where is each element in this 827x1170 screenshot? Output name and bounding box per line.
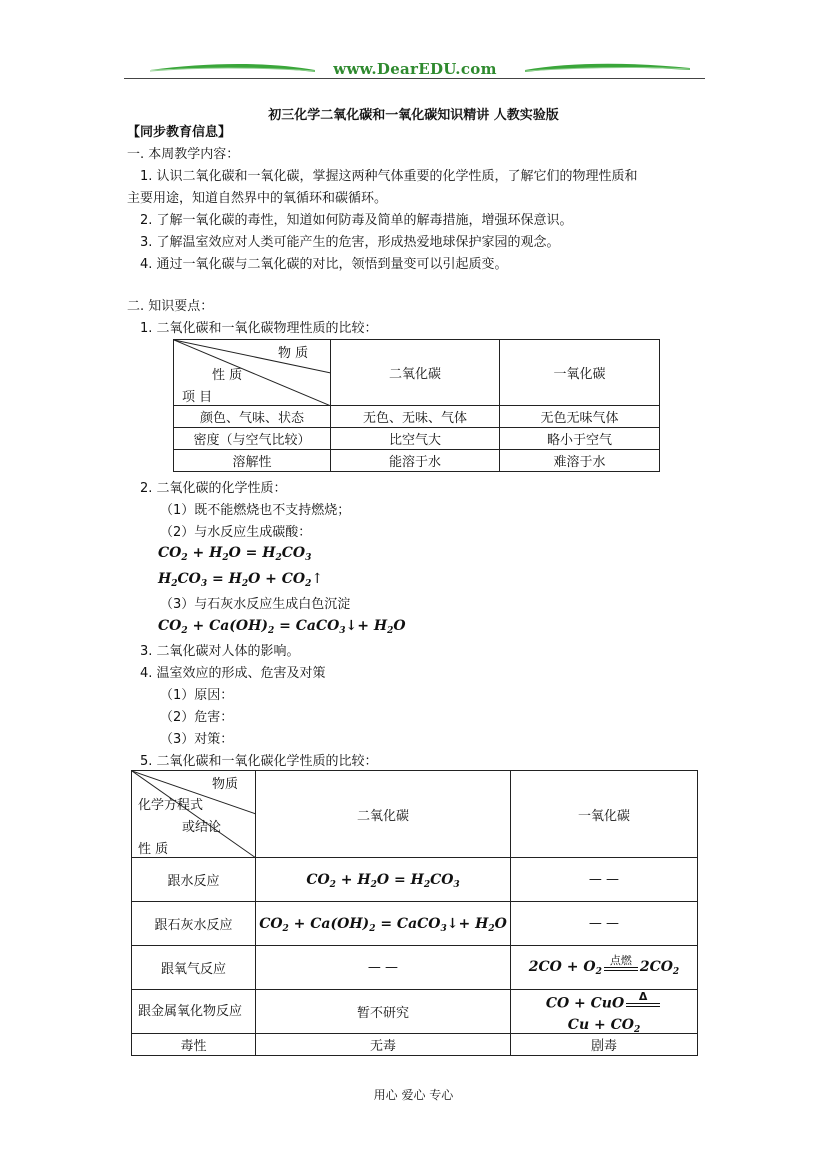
- diag-label-item: 项 目: [182, 390, 213, 405]
- equation-cell: $2CO + O_2$ 点燃 $2CO_2$: [511, 946, 698, 990]
- row-label: 跟金属氧化物反应: [132, 990, 256, 1034]
- point2-sub-2: （2）与水反应生成碳酸：: [160, 525, 312, 540]
- part2-point-1: 1. 二氧化碳和一氧化碳物理性质的比较：: [140, 321, 378, 336]
- equation-cell: $CO_2 + H_2O = H_2CO_3$: [256, 858, 511, 902]
- point4-sub-1: （1）原因：: [160, 688, 234, 703]
- page-footer: 用心 爱心 专心: [373, 1088, 454, 1102]
- diag-label-property: 性 质: [212, 368, 243, 383]
- part2-point-2: 2. 二氧化碳的化学性质：: [140, 481, 287, 496]
- part1-item: 4. 通过一氧化碳与二氧化碳的对比，领悟到量变可以引起质变。: [140, 257, 508, 272]
- reaction-condition: [604, 955, 638, 981]
- point4-sub-3: （3）对策：: [160, 732, 234, 747]
- physical-properties-table: [173, 339, 660, 472]
- column-header-co2: 二氧化碳: [331, 340, 500, 406]
- part1-item: 2. 了解一氧化碳的毒性，知道如何防毒及简单的解毒措施，增强环保意识。: [140, 213, 573, 228]
- diag-label-property: 性 质: [138, 842, 169, 857]
- table-cell: 密度（与空气比较）: [174, 428, 331, 450]
- diag-label-conclusion: 或结论: [182, 820, 222, 835]
- column-header-co: 一氧化碳: [511, 771, 698, 858]
- equation-carbonic-decompose: $H_2CO_3 = H_2O$ + $CO_2↑$: [158, 571, 324, 589]
- diag-label-substance: 物质: [212, 777, 239, 792]
- part2-point-5: 5. 二氧化碳和一氧化碳化学性质的比较：: [140, 754, 378, 769]
- brand-logo-text: www.DearEDU.com: [333, 60, 497, 78]
- part2-point-3: 3. 二氧化碳对人体的影响。: [140, 644, 300, 659]
- equation-co2-water: $CO_2 + H_2O = H_2CO_3$: [158, 545, 312, 563]
- equation-cell: CO + CuO Δ $Cu + CO_2$: [511, 990, 698, 1034]
- part2-heading: 二. 知识要点：: [127, 299, 214, 314]
- diag-label-substance: 物 质: [278, 346, 309, 361]
- table-cell: 溶解性: [174, 450, 331, 472]
- point2-sub-1: （1）既不能燃烧也不支持燃烧；: [160, 503, 351, 518]
- table-cell: 颜色、气味、状态: [174, 406, 331, 428]
- part1-item: 1. 认识二氧化碳和一氧化碳，掌握这两种气体重要的化学性质，了解它们的物理性质和: [140, 169, 638, 184]
- condition-label: Δ: [638, 989, 648, 1003]
- reaction-condition: [626, 991, 660, 1017]
- table-cell: 无色、无味、气体: [331, 406, 500, 428]
- table-cell: — —: [511, 858, 698, 902]
- part1-item: 3. 了解温室效应对人类可能产生的危害，形成热爱地球保护家园的观念。: [140, 235, 560, 250]
- page-title: 初三化学二氧化碳和一氧化碳知识精讲 人教实验版: [268, 108, 559, 123]
- equation-limewater: $CO_2 + Ca(OH)_2$ = CaCO$_3$↓+ $H_2O$: [158, 618, 406, 636]
- row-label: 跟氧气反应: [132, 946, 256, 990]
- row-label: 毒性: [132, 1034, 256, 1056]
- diagonal-header-cell: [174, 340, 331, 406]
- section-tag: 【同步教育信息】: [127, 125, 232, 140]
- table-cell: — —: [256, 946, 511, 990]
- condition-label: 点燃: [609, 953, 632, 967]
- equation-cell: $CO_2 + Ca(OH)_2$ = CaCO$_3$↓+ $H_2O$: [256, 902, 511, 946]
- part1-heading: 一. 本周教学内容：: [127, 147, 240, 162]
- table-cell: 无毒: [256, 1034, 511, 1056]
- table-cell: 难溶于水: [500, 450, 660, 472]
- diagonal-header-cell: [132, 771, 256, 858]
- part2-point-4: 4. 温室效应的形成、危害及对策: [140, 666, 326, 681]
- table-cell: 剧毒: [511, 1034, 698, 1056]
- table-cell: 比空气大: [331, 428, 500, 450]
- diag-label-equation: 化学方程式: [138, 798, 204, 813]
- point2-sub-3: （3）与石灰水反应生成白色沉淀: [160, 597, 351, 612]
- point4-sub-2: （2）危害：: [160, 710, 234, 725]
- table-cell: 能溶于水: [331, 450, 500, 472]
- table-cell: 无色无味气体: [500, 406, 660, 428]
- header-rule: [124, 78, 705, 79]
- row-label: 跟石灰水反应: [132, 902, 256, 946]
- row-label: 跟水反应: [132, 858, 256, 902]
- table-cell: 略小于空气: [500, 428, 660, 450]
- column-header-co2: 二氧化碳: [256, 771, 511, 858]
- table-cell: — —: [511, 902, 698, 946]
- column-header-co: 一氧化碳: [500, 340, 660, 406]
- part1-item: 主要用途，知道自然界中的氧循环和碳循环。: [127, 191, 388, 206]
- chemical-properties-table: [131, 770, 698, 1056]
- table-cell: 暂不研究: [256, 990, 511, 1034]
